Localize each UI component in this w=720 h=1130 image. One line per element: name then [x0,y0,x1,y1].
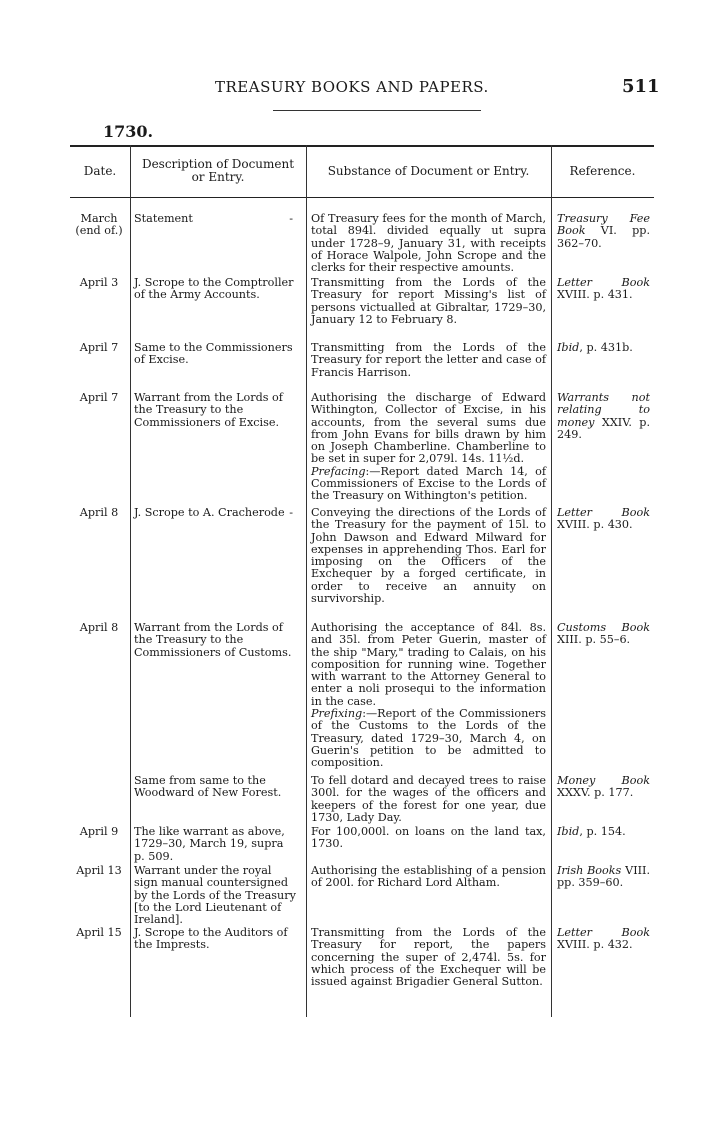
entry-description-text: J. Scrope to A. Cracherode [134,506,285,519]
entry-substance: Transmitting from the Lords of the Treasury for report the letter and case of Francis Harrison. [311,341,546,379]
reference-location: , p. 431b. [579,341,633,354]
column-header-reference: Reference. [569,163,636,178]
entry-description: J. Scrope to the Comptroller of the Army Accounts. [134,276,294,302]
entry-description: Warrant from the Lords of the Treasury to the Commissioners of Excise. [134,391,283,429]
reference-book: Irish Books [557,864,622,877]
entry-date: April 7 [79,391,119,404]
reference-location: VIII. pp. 359–60. [557,864,651,890]
table-header-rule [70,197,654,198]
entry-date: April 7 [79,341,119,354]
entry-date: April 8 [79,621,119,634]
entry-reference [557,342,650,354]
entry-substance-text: Authorising the acceptance of 84l. 8s. and 35l. from Peter Guerin, master of the ship "Mary," trading to Calais, on his composition for running wine. Together with warrant to the Attorney General to enter a noli prosequi to the information in the case. [311,621,546,708]
entry-substance: Authorising the establishing of a pension of 200l. for Richard Lord Altham. [311,864,546,890]
year-heading: 1730. [103,122,154,141]
reference-book: Money Book [557,774,650,787]
entry-description: Warrant from the Lords of the Treasury to the Commissioners of Customs. [134,621,292,659]
entry-reference [557,826,650,838]
entry-date: April 8 [79,506,119,519]
entry-reference [557,507,650,532]
column-divider [306,145,307,1017]
reference-book: Treasury Fee Book [557,212,650,238]
entries-table [70,145,654,1017]
reference-book: Ibid [557,341,580,354]
reference-book: Letter Book [557,926,650,939]
entry-description: The like warrant as above, 1729–30, March 19, supra p. 509. [134,825,285,863]
entry-date: April 13 [76,864,122,877]
entry-reference [557,277,650,302]
entry-description: Same to the Commissioners of Excise. [134,341,293,367]
leader-dash: - [289,212,293,225]
column-header-substance: Substance of Document or Entry. [327,163,530,178]
entry-reference [557,392,650,441]
prefacing-text: :—Report of the Commissioners of the Customs to the Lords of the Treasury, dated 1729–30, March 4, on Guerin's petition to be admitted to composition. [311,707,546,770]
header-rule [273,110,481,111]
prefacing-note [311,708,546,769]
prefacing-label: Prefacing [311,464,366,478]
reference-location: XXIV. p. 249. [557,415,650,441]
reference-book: Letter Book [557,276,650,289]
running-head [0,78,720,100]
entry-description: Warrant under the royal sign manual countersigned by the Lords of the Treasury [to the Lord Lieutenant of Ireland]. [134,864,296,927]
entry-substance: Conveying the directions of the Lords of the Treasury for the payment of 15l. to John Dawson and Edward Milward for expenses in apprehending Thos. Earl for imposing on the Officers of the Exchequer by a forged certificate, in order to receive an annuity on survivorship. [311,506,546,606]
prefacing-text: :—Report dated March 14, of Commissioners of Excise to the Lords of the Treasury on Withington's petition. [311,464,546,503]
entry-date: April 9 [79,825,119,838]
entry-substance: Transmitting from the Lords of the Treasury for report, the papers concerning the super of 2,474l. 5s. for which process of the Exchequer will be issued against Brigadier General Sutton. [311,926,546,989]
reference-location: XVIII. p. 431. [557,288,633,302]
entry-substance: Of Treasury fees for the month of March, total 894l. divided equally ut supra under 1728–9, January 31, with receipts of Horace Walpole, John Scrope and the clerks for their respective amounts. [311,212,546,275]
column-divider [130,145,131,1017]
reference-book: Warrants not relating to money [557,391,650,429]
page-number: 511 [622,76,660,97]
column-divider [551,145,552,1017]
prefacing-label: Prefixing [311,707,363,721]
entry-date: April 15 [76,926,122,939]
prefacing-note [311,466,546,503]
reference-location: VI. pp. 362–70. [557,224,650,250]
entry-substance-text: Authorising the discharge of Edward Withington, Collector of Excise, in his accounts, from the several sums due from John Evans for bills drawn by him on Joseph Chamberline. Chamberline to be set in super for 2,079l. 14s. 11½d. [311,391,546,466]
entry-description: J. Scrope to the Auditors of the Imprests. [134,926,288,952]
entry-description-text: Statement [134,212,193,225]
entry-reference [557,775,650,800]
running-title: TREASURY BOOKS AND PAPERS. [215,78,489,96]
entry-date: April 3 [79,276,119,289]
reference-location: XXXV. p. 177. [557,786,634,800]
reference-location: XIII. p. 55–6. [557,633,631,647]
entry-description: Same from same to the Woodward of New Forest. [134,774,282,800]
entry-substance: To fell dotard and decayed trees to raise 300l. for the wages of the officers and keepers of the forest for one year, due 1730, Lady Day. [311,774,546,824]
column-header-description: Description of Document or Entry. [141,157,295,184]
reference-location: , p. 154. [579,825,626,838]
reference-book: Ibid [557,825,580,838]
entry-reference [557,622,650,647]
entry-substance [311,392,546,503]
entry-reference [557,213,650,250]
reference-location: XVIII. p. 432. [557,938,633,952]
reference-location: XVIII. p. 430. [557,518,633,532]
entry-substance: For 100,000l. on loans on the land tax, 1730. [311,825,546,851]
entry-substance [311,622,546,770]
column-header-date: Date. [83,163,117,178]
entry-substance: Transmitting from the Lords of the Treasury for report Missing's list of persons victualled at Gibraltar, 1729–30, January 12 to February 8. [311,276,546,326]
entry-reference [557,865,650,890]
entry-description [134,213,297,225]
reference-book: Letter Book [557,506,650,519]
entry-date: March (end of.) [75,212,123,238]
reference-book: Customs Book [557,621,650,634]
entry-reference [557,927,650,952]
leader-dash: - [289,506,293,519]
entry-description [134,507,297,519]
